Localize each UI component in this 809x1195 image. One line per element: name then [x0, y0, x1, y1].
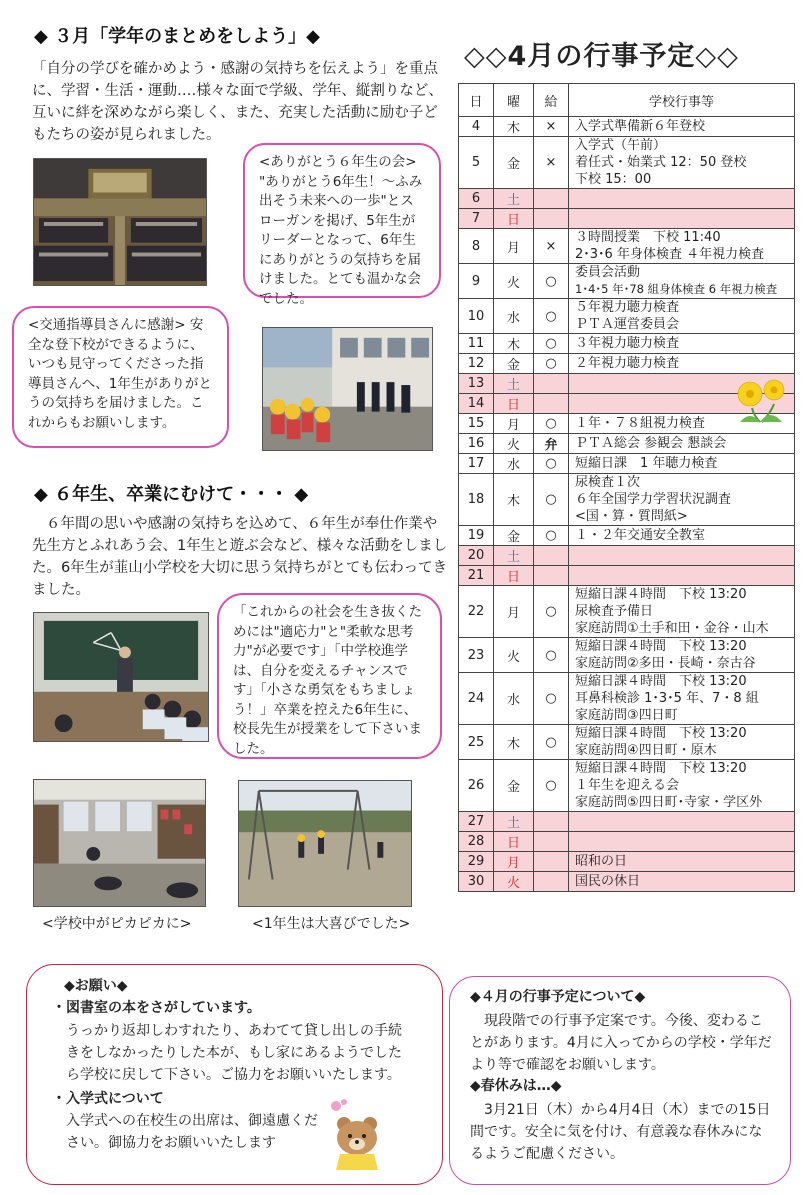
schedule-day: 24 — [459, 673, 494, 725]
march-heading: ◆ ３月「学年のまとめをしよう」◆ — [34, 26, 320, 47]
schedule-weekday: 日 — [494, 566, 534, 586]
schedule-events — [569, 566, 795, 586]
schedule-day: 30 — [459, 872, 494, 892]
schedule-events — [569, 760, 795, 812]
schedule-weekday: 木 — [494, 117, 534, 137]
schedule-day: 4 — [459, 117, 494, 137]
schedule-lunch — [534, 872, 569, 892]
schedule-events — [569, 638, 795, 673]
schedule-lunch: ○ — [534, 299, 569, 334]
playground-caption: <1年生は大喜びでした> — [252, 916, 411, 932]
schedule-lunch: ○ — [534, 474, 569, 526]
schedule-row — [459, 526, 795, 546]
schedule-event-line: ＰＴＡ運営委員会 — [575, 317, 680, 332]
schedule-event-line: 短縮日課４時間 下校 13:20 — [575, 726, 747, 741]
schedule-events — [569, 586, 795, 638]
schedule-day: 25 — [459, 725, 494, 760]
schedule-events — [569, 137, 795, 189]
schedule-weekday: 月 — [494, 229, 534, 264]
schedule-event-line: ５年視力聴力検査 — [575, 300, 680, 315]
schedule-event-line: <国・算・質問紙> — [575, 509, 688, 524]
schedule-row — [459, 117, 795, 137]
schedule-events — [569, 454, 795, 474]
schedule-day: 13 — [459, 374, 494, 394]
schedule-event-line: ６年全国学力学習状況調査 — [575, 492, 732, 507]
spring-break-body: 3月21日（木）から4月4日（木）までの15日間です。安全に気を付け、有意義な春休みになるようご配慮ください。 — [470, 1102, 771, 1162]
schedule-event-line: ３時間授業 下校 11:40 — [575, 230, 721, 245]
schedule-day: 21 — [459, 566, 494, 586]
schedule-weekday: 金 — [494, 526, 534, 546]
schedule-row — [459, 566, 795, 586]
schedule-lunch: ○ — [534, 586, 569, 638]
schedule-row — [459, 852, 795, 872]
schedule-weekday: 火 — [494, 264, 534, 299]
schedule-events — [569, 434, 795, 454]
schedule-event-line: 尿検査１次 — [575, 475, 641, 490]
header-weekday: 曜 — [494, 84, 534, 117]
traffic-guard-bubble: <交通指導員さんに感謝> 安全な登下校ができるように、いつも見守ってくださった指導員さんへ、1年生がありがとうの気持ちを届けました。これからもお願いします。 — [12, 306, 229, 448]
schedule-event-line: 尿検査予備日 — [575, 604, 654, 619]
schedule-row — [459, 434, 795, 454]
schedule-event-line: 国民の休日 — [575, 874, 641, 889]
schedule-day: 23 — [459, 638, 494, 673]
schedule-weekday: 日 — [494, 394, 534, 414]
schedule-lunch — [534, 812, 569, 832]
schedule-weekday: 水 — [494, 454, 534, 474]
schedule-day: 14 — [459, 394, 494, 414]
principal-bubble: 「これからの社会を生き抜くためには"適応力"と"柔軟な思考力"が必要です」「中学校進学は、自分を変えるチャンスです」「小さな勇気をもちましょう！」卒業を控えた6年生に、校長先生が授業をして下さいました。 — [217, 593, 442, 759]
schedule-lunch: ○ — [534, 725, 569, 760]
schedule-events — [569, 334, 795, 354]
schedule-events — [569, 189, 795, 209]
notice-schedule-body: 現段階での行事予定案です。今後、変わることがあります。4月に入ってからの学校・学年だより等で確認をお願いします。 — [470, 1013, 772, 1073]
schedule-event-line: 家庭訪問③四日町 — [575, 708, 678, 723]
schedule-weekday: 火 — [494, 872, 534, 892]
schedule-weekday: 月 — [494, 852, 534, 872]
schedule-row — [459, 832, 795, 852]
schedule-weekday: 木 — [494, 474, 534, 526]
schedule-day: 5 — [459, 137, 494, 189]
schedule-events — [569, 872, 795, 892]
schedule-event-line: １年生を迎える会 — [575, 778, 680, 793]
schedule-lunch: 弁 — [534, 434, 569, 454]
schedule-events — [569, 725, 795, 760]
schedule-event-line: 2･3･6 年身体検査 ４年視力検査 — [575, 247, 765, 262]
schedule-row — [459, 137, 795, 189]
cleaning-photo — [33, 779, 206, 907]
schedule-row — [459, 725, 795, 760]
schedule-lunch — [534, 189, 569, 209]
schedule-row — [459, 812, 795, 832]
schedule-weekday: 月 — [494, 414, 534, 434]
library-request-body: うっかり返却しわすれたり、あわてて貸し出しの手続きをしなかったりした本が、もし家にあるようでしたら学校に戻して下さい。ご協力をお願いいたします。 — [66, 1023, 402, 1083]
schedule-lunch: ○ — [534, 526, 569, 546]
schedule-weekday: 木 — [494, 334, 534, 354]
schedule-lunch: ○ — [534, 414, 569, 434]
schedule-day: 22 — [459, 586, 494, 638]
schedule-row — [459, 760, 795, 812]
schedule-lunch: ○ — [534, 673, 569, 725]
schedule-day: 26 — [459, 760, 494, 812]
schedule-event-line: 短縮日課４時間 下校 13:20 — [575, 639, 747, 654]
schedule-lunch: ○ — [534, 760, 569, 812]
schedule-row — [459, 586, 795, 638]
bear-mascot-icon — [326, 1098, 386, 1170]
schedule-lunch: ○ — [534, 264, 569, 299]
schedule-lunch — [534, 832, 569, 852]
schedule-event-line: ３年視力聴力検査 — [575, 336, 680, 351]
sixth-heading: ◆ ６年生、卒業にむけて・・・ ◆ — [34, 484, 309, 505]
sixth-intro: ６年間の思いや感謝の気持ちを込めて、６年生が奉仕作業や先生方とふれあう会、1年生と遊ぶ会など、様々な活動をしました。6年生が韮山小学校を大切に思う気持ちがとても伝わってきました。 — [32, 516, 448, 598]
spring-break-title: ◆春休みは…◆ — [470, 1078, 562, 1094]
schedule-event-line: 耳鼻科検診 1･3･5 年、7・8 組 — [575, 691, 759, 706]
schedule-weekday: 火 — [494, 638, 534, 673]
dandelion-icon — [730, 368, 790, 424]
schedule-weekday: 土 — [494, 374, 534, 394]
schedule-events — [569, 209, 795, 229]
schedule-event-line: 短縮日課４時間 下校 13:20 — [575, 761, 747, 776]
schedule-day: 6 — [459, 189, 494, 209]
schedule-row — [459, 209, 795, 229]
schedule-title: ◇◇4月の行事予定◇◇ — [464, 41, 739, 72]
schedule-day: 17 — [459, 454, 494, 474]
schedule-row — [459, 264, 795, 299]
schedule-day: 9 — [459, 264, 494, 299]
schedule-event-line: 短縮日課４時間 下校 13:20 — [575, 587, 747, 602]
header-lunch: 給 — [534, 84, 569, 117]
schedule-weekday: 金 — [494, 137, 534, 189]
schedule-table — [458, 83, 795, 892]
schedule-row — [459, 334, 795, 354]
schedule-lunch — [534, 209, 569, 229]
schedule-lunch — [534, 566, 569, 586]
schedule-lunch — [534, 374, 569, 394]
schedule-lunch — [534, 394, 569, 414]
header-events: 学校行事等 — [569, 84, 795, 117]
header-day: 日 — [459, 84, 494, 117]
schedule-lunch: × — [534, 117, 569, 137]
playground-photo — [238, 780, 412, 907]
schedule-event-line: ＰＴＡ総会 参観会 懇談会 — [575, 436, 727, 451]
schedule-event-line: 下校 15：00 — [575, 172, 652, 187]
schedule-events — [569, 832, 795, 852]
schedule-event-line: １年・７８組視力検査 — [575, 416, 706, 431]
schedule-lunch: × — [534, 137, 569, 189]
schedule-row — [459, 638, 795, 673]
gym-assembly-photo — [33, 158, 207, 286]
entrance-request-title: ・入学式について — [52, 1091, 164, 1107]
schedule-event-line: 短縮日課 1 年聴力検査 — [575, 456, 718, 471]
schedule-weekday: 土 — [494, 189, 534, 209]
schedule-events — [569, 117, 795, 137]
schedule-weekday: 月 — [494, 586, 534, 638]
entrance-request-body: 入学式への在校生の出席は、御遠慮ください。御協力をお願いいたします — [66, 1113, 318, 1151]
notice-schedule-title: ◆４月の行事予定について◆ — [470, 989, 646, 1005]
schedule-events — [569, 673, 795, 725]
schedule-lunch: ○ — [534, 454, 569, 474]
schedule-weekday: 火 — [494, 434, 534, 454]
schedule-weekday: 土 — [494, 812, 534, 832]
cleaning-caption: <学校中がピカピカに> — [42, 916, 192, 932]
schedule-weekday: 日 — [494, 832, 534, 852]
schedule-day: 7 — [459, 209, 494, 229]
schedule-day: 20 — [459, 546, 494, 566]
schedule-events — [569, 546, 795, 566]
schedule-row — [459, 872, 795, 892]
principal-lesson-photo — [33, 612, 209, 742]
schedule-event-line: １・２年交通安全教室 — [575, 528, 706, 543]
schedule-weekday: 金 — [494, 354, 534, 374]
schedule-events — [569, 299, 795, 334]
schedule-lunch: ○ — [534, 334, 569, 354]
schedule-event-line: 入学式（午前） — [575, 138, 667, 153]
schedule-event-line: 家庭訪問⑤四日町･寺家・学区外 — [575, 795, 763, 810]
schedule-day: 29 — [459, 852, 494, 872]
march-intro: 「自分の学びを確かめよう・感謝の気持ちを伝えよう」を重点に、学習・生活・運動‥‥様々な面で学級、学年、縦割りなど、互いに絆を深めながら楽しく、また、充実した活動に励む子どもたちの姿が見られました。 — [32, 61, 443, 143]
schedule-row — [459, 673, 795, 725]
traffic-guard-photo — [262, 327, 433, 451]
schedule-row — [459, 299, 795, 334]
schedule-weekday: 水 — [494, 299, 534, 334]
thanks-6th-bubble: <ありがとう６年生の会> "ありがとう6年生！～ふみ出そう未来への一歩"とスローガンを掲げ、5年生がリーダーとなって、6年生にありがとうの気持ちを届けました。とても温かな会でした。 — [243, 143, 441, 298]
schedule-day: 19 — [459, 526, 494, 546]
schedule-event-line: ２年視力聴力検査 — [575, 356, 680, 371]
schedule-weekday: 土 — [494, 546, 534, 566]
schedule-lunch — [534, 852, 569, 872]
schedule-day: 12 — [459, 354, 494, 374]
schedule-weekday: 金 — [494, 760, 534, 812]
schedule-event-line: 昭和の日 — [575, 854, 628, 869]
schedule-events — [569, 852, 795, 872]
schedule-event-line: 家庭訪問②多田・長崎・奈古谷 — [575, 656, 756, 671]
schedule-day: 28 — [459, 832, 494, 852]
schedule-row — [459, 546, 795, 566]
schedule-lunch: ○ — [534, 354, 569, 374]
schedule-day: 15 — [459, 414, 494, 434]
schedule-row — [459, 189, 795, 209]
schedule-weekday: 水 — [494, 673, 534, 725]
schedule-event-line: 短縮日課４時間 下校 13:20 — [575, 674, 747, 689]
schedule-events — [569, 526, 795, 546]
schedule-event-line: 委員会活動 — [575, 265, 641, 280]
schedule-day: 10 — [459, 299, 494, 334]
schedule-lunch: ○ — [534, 638, 569, 673]
schedule-lunch — [534, 546, 569, 566]
library-request-title: ・図書室の本をさがしています。 — [52, 1000, 261, 1016]
schedule-events — [569, 229, 795, 264]
schedule-row — [459, 474, 795, 526]
schedule-day: 16 — [459, 434, 494, 454]
schedule-event-line: 1･4･5 年･78 組身体検査 6 年視力検査 — [575, 282, 778, 296]
schedule-weekday: 木 — [494, 725, 534, 760]
schedule-weekday: 日 — [494, 209, 534, 229]
schedule-row — [459, 229, 795, 264]
schedule-day: 27 — [459, 812, 494, 832]
schedule-day: 8 — [459, 229, 494, 264]
schedule-events — [569, 264, 795, 299]
schedule-events — [569, 812, 795, 832]
schedule-event-line: 家庭訪問①土手和田・金谷・山木 — [575, 621, 769, 636]
schedule-day: 18 — [459, 474, 494, 526]
schedule-event-line: 入学式準備新６年登校 — [575, 119, 706, 134]
schedule-events — [569, 474, 795, 526]
request-title: ◆お願い◆ — [64, 978, 128, 994]
schedule-header-row — [459, 84, 795, 117]
schedule-row — [459, 454, 795, 474]
schedule-event-line: 家庭訪問④四日町・原木 — [575, 743, 717, 758]
schedule-day: 11 — [459, 334, 494, 354]
schedule-lunch: × — [534, 229, 569, 264]
schedule-event-line: 着任式・始業式 12：50 登校 — [575, 155, 747, 170]
